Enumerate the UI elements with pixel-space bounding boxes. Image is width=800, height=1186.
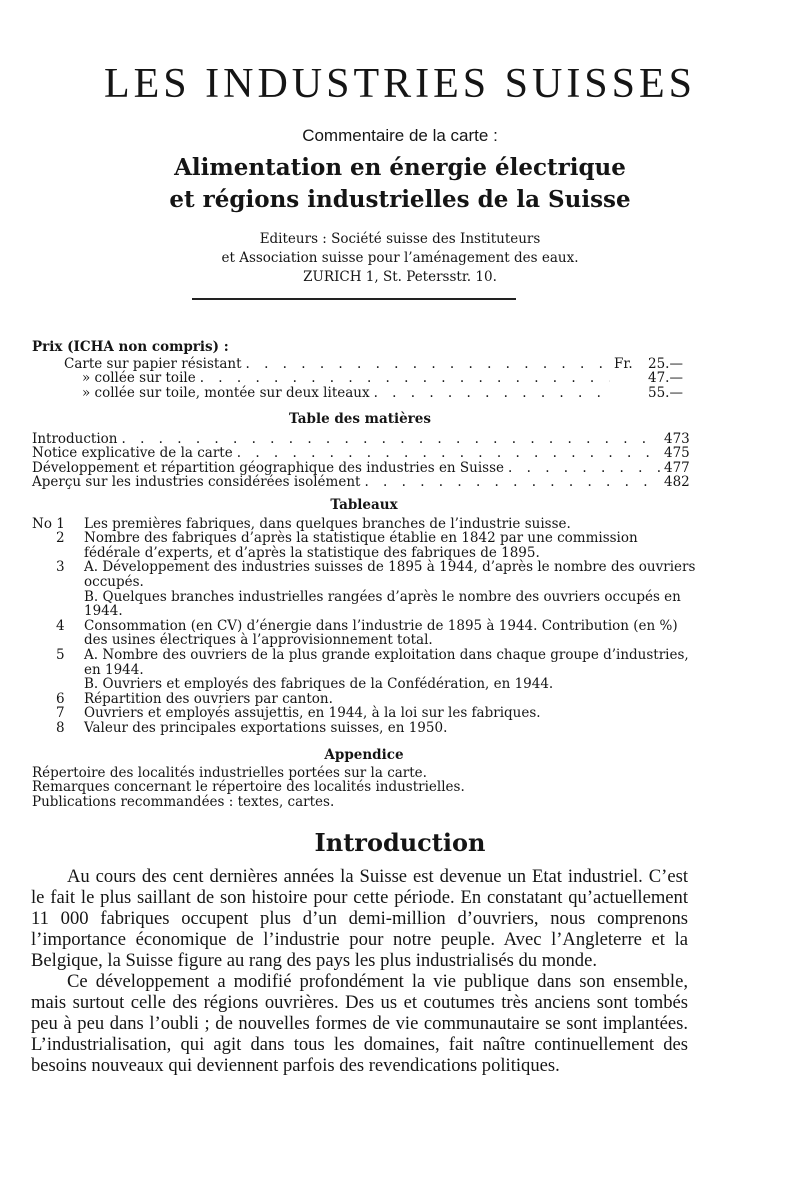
appendix-entry: Répertoire des localités industrielles portées sur la carte. bbox=[32, 764, 427, 781]
toc-entry bbox=[32, 475, 688, 490]
price-item-text: Carte sur papier résistant bbox=[64, 355, 242, 372]
table-entry bbox=[32, 721, 696, 736]
table-number bbox=[32, 677, 84, 692]
price-list bbox=[32, 340, 692, 400]
table-number: 3 bbox=[56, 559, 65, 576]
table-description: B. Ouvriers et employés des fabriques de la Confédération, en 1944. bbox=[84, 676, 554, 693]
toc-entry-text: Développement et répartition géographique des industries en Suisse bbox=[32, 459, 505, 476]
price-item-text: » collée sur toile bbox=[82, 370, 196, 387]
heading-line-1: Alimentation en énergie électrique bbox=[174, 154, 626, 181]
table-description: Répartition des ouvriers par canton. bbox=[84, 690, 333, 707]
publisher-line-1: Editeurs : Société suisse des Instituteurs bbox=[259, 231, 541, 247]
publisher-block bbox=[0, 230, 800, 287]
toc-page-number: 482 bbox=[664, 474, 690, 491]
price-item-text: » collée sur toile, montée sur deux liteaux bbox=[82, 384, 370, 401]
table-description: Les premières fabriques, dans quelques branches de l’industrie suisse. bbox=[84, 515, 571, 532]
price-row bbox=[32, 386, 692, 401]
leader-dots bbox=[364, 475, 660, 490]
table-description: A. Développement des industries suisses de 1895 à 1944, d’après le nombre des ouvriers occupés. bbox=[84, 559, 696, 590]
leader-dots bbox=[246, 357, 611, 372]
table-entry bbox=[32, 677, 696, 692]
table-description: B. Quelques branches industrielles rangées d’après le nombre des ouvriers occupés en 1944. bbox=[84, 588, 681, 620]
table-number: 4 bbox=[56, 617, 65, 634]
body-paragraph: Ce développement a modifié profondément la vie publique dans son ensemble, mais surtout celle des régions ouvrières. Des us et coutumes très anciens sont tombés peu à peu dans l’oubli ; de nouvelles formes de vie communautaire se sont implantées. L’industrialisation, qui agit dans tous les domaines, fait naître continuellement des besoins nouveaux qui deviennent parfois des revendications politiques. bbox=[31, 971, 688, 1076]
price-value: 55.— bbox=[648, 384, 683, 401]
toc-entry bbox=[32, 446, 688, 461]
body-paragraph: Au cours des cent dernières années la Suisse est devenue un Etat industriel. C’est le fait le plus saillant de son histoire pour cette période. En constatant qu’actuellement 11 000 fabriques occupent plus d’un demi-million d’ouvriers, nous comprenons l’importance économique de l’industrie pour notre peuple. Avec l’Angleterre et la Belgique, la Suisse figure au rang des pays les plus industrialisés du monde. bbox=[31, 866, 688, 971]
price-label: Prix (ICHA non compris) : bbox=[32, 339, 229, 355]
table-of-contents bbox=[32, 412, 688, 490]
table-entry bbox=[32, 619, 696, 648]
tables-list bbox=[32, 498, 696, 736]
publisher-line-3: ZURICH 1, St. Petersstr. 10. bbox=[303, 269, 497, 285]
appendix-title: Appendice bbox=[324, 747, 404, 763]
table-entry bbox=[32, 648, 696, 677]
price-row bbox=[32, 357, 692, 372]
publisher-line-2: et Association suisse pour l’aménagement des eaux. bbox=[221, 250, 579, 266]
table-number: No 1 bbox=[32, 515, 65, 532]
table-description: Ouvriers et employés assujettis, en 1944, à la loi sur les fabriques. bbox=[84, 705, 541, 722]
table-description: A. Nombre des ouvriers de la plus grande exploitation dans chaque groupe d’industries, en 1944. bbox=[84, 646, 689, 678]
toc-entry bbox=[32, 461, 688, 476]
toc-entry bbox=[32, 432, 688, 447]
toc-page-number: 473 bbox=[664, 430, 690, 447]
toc-entry-text: Notice explicative de la carte bbox=[32, 445, 233, 462]
price-currency: Fr. bbox=[614, 355, 633, 372]
page-title: LES INDUSTRIES SUISSES bbox=[103, 61, 697, 107]
table-description: Nombre des fabriques d’après la statistique établie en 1842 par une commission fédérale d’experts, et d’après la statistique des fabriques de 1895. bbox=[84, 530, 638, 561]
table-number bbox=[32, 590, 84, 619]
table-entry bbox=[32, 706, 696, 721]
tables-title: Tableaux bbox=[330, 497, 398, 513]
leader-dots bbox=[374, 386, 610, 401]
subtitle: Commentaire de la carte : bbox=[302, 126, 498, 145]
table-number: 2 bbox=[56, 530, 65, 547]
leader-dots bbox=[122, 432, 661, 447]
table-entry bbox=[32, 590, 696, 619]
leader-dots bbox=[508, 461, 660, 476]
table-number: 6 bbox=[56, 690, 65, 707]
leader-dots bbox=[200, 371, 610, 386]
toc-entry-text: Aperçu sur les industries considérées isolément bbox=[32, 474, 361, 491]
appendix-entry: Publications recommandées : textes, cartes. bbox=[32, 793, 335, 810]
table-entry bbox=[32, 531, 696, 560]
leader-dots bbox=[237, 446, 660, 461]
divider-rule bbox=[192, 298, 516, 300]
table-entry bbox=[32, 692, 696, 707]
toc-title: Table des matières bbox=[289, 411, 431, 427]
table-number: 7 bbox=[56, 705, 65, 722]
table-number: 5 bbox=[56, 646, 65, 663]
toc-page-number: 477 bbox=[664, 459, 690, 476]
table-entry bbox=[32, 517, 696, 532]
appendix-entry: Remarques concernant le répertoire des localités industrielles. bbox=[32, 779, 465, 796]
price-row bbox=[32, 371, 692, 386]
table-description: Valeur des principales exportations suisses, en 1950. bbox=[84, 719, 448, 736]
table-entry bbox=[32, 560, 696, 589]
price-value: 47.— bbox=[648, 370, 683, 387]
introduction-body bbox=[31, 866, 688, 1076]
heading-line-2: et régions industrielles de la Suisse bbox=[169, 186, 631, 213]
table-number: 8 bbox=[56, 719, 65, 736]
appendix-list bbox=[32, 748, 696, 809]
toc-entry-text: Introduction bbox=[32, 430, 118, 447]
toc-page-number: 475 bbox=[664, 445, 690, 462]
price-value: 25.— bbox=[648, 355, 683, 372]
introduction-title: Introduction bbox=[314, 828, 486, 857]
table-description: Consommation (en CV) d’énergie dans l’industrie de 1895 à 1944. Contribution (en %) des usines électriques à l’approvisionnement total. bbox=[84, 617, 678, 649]
